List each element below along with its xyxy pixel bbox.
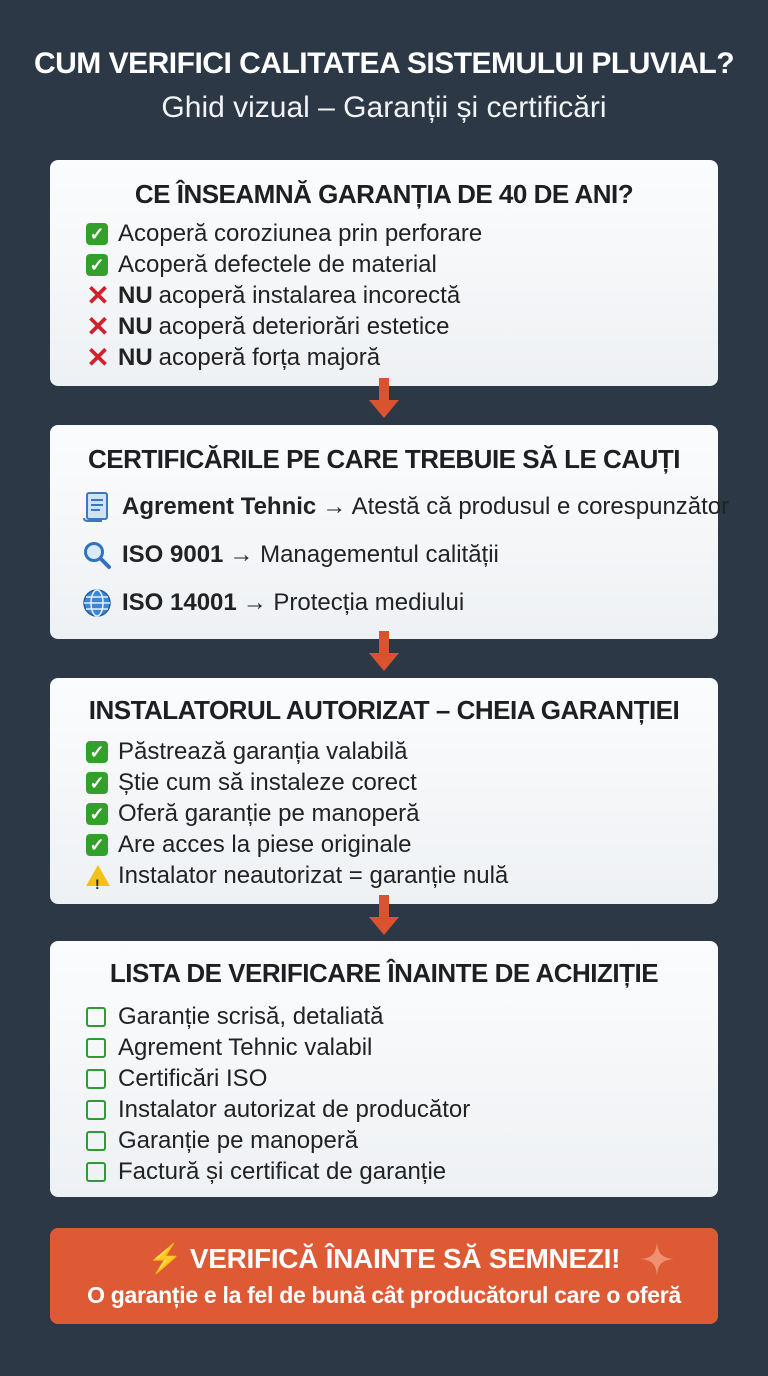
checkbox-icon — [86, 1007, 106, 1027]
list-item-emphasis: NU — [118, 344, 153, 371]
list-item — [82, 587, 718, 619]
check-icon: ✓ — [86, 254, 108, 276]
list-item-text: acoperă deteriorări estetice — [158, 313, 450, 340]
warning-icon: ! — [86, 865, 110, 886]
down-arrow-icon — [369, 378, 399, 418]
list-item — [86, 829, 718, 860]
checklist-card — [50, 941, 718, 1197]
globe-icon — [82, 588, 122, 618]
checklist-item-text: Agrement Tehnic valabil — [118, 1034, 373, 1061]
list-item-text: Acoperă coroziunea prin perforare — [118, 220, 483, 247]
page-subtitle: Ghid vizual – Garanții și certificări — [161, 91, 607, 124]
list-item — [86, 860, 718, 891]
list-item — [82, 491, 730, 523]
check-icon: ✓ — [86, 834, 108, 856]
list-item — [86, 736, 718, 767]
checkbox-icon — [86, 1069, 106, 1089]
lightning-icon: ⚡ — [147, 1243, 183, 1274]
list-item-emphasis: NU — [118, 282, 153, 309]
down-arrow-icon — [369, 631, 399, 671]
checkbox-icon — [86, 1100, 106, 1120]
list-item-text: Știe cum să instaleze corect — [118, 769, 417, 796]
list-item — [86, 798, 718, 829]
list-item-text: Are acces la piese originale — [118, 831, 412, 858]
checklist-item — [86, 1094, 718, 1125]
check-icon: ✓ — [86, 803, 108, 825]
list-item-text: Oferă garanție pe manoperă — [118, 800, 420, 827]
list-item-text: Păstrează garanția valabilă — [118, 738, 408, 765]
cert-desc: → Managementul calității — [229, 541, 499, 568]
cta-subtext: O garanție e la fel de bună cât producătorul care o oferă — [87, 1282, 681, 1308]
cross-icon: ✕ — [86, 341, 110, 373]
magnifier-icon — [82, 540, 122, 570]
checklist-title: LISTA DE VERIFICARE ÎNAINTE DE ACHIZIȚIE — [109, 958, 659, 988]
list-item — [86, 342, 718, 373]
checklist-item — [86, 1063, 718, 1094]
sparkle-icon — [640, 1242, 674, 1276]
list-item-text: Acoperă defectele de material — [118, 251, 437, 278]
cert-name: ISO 14001 — [122, 589, 237, 616]
checkbox-icon — [86, 1131, 106, 1151]
down-arrow-icon — [369, 895, 399, 935]
checkbox-icon — [86, 1162, 106, 1182]
checklist-item-text: Certificări ISO — [118, 1065, 268, 1092]
cta-heading-text: VERIFICĂ ÎNAINTE SĂ SEMNEZI! — [189, 1243, 621, 1274]
page-title: CUM VERIFICI CALITATEA SISTEMULUI PLUVIAL? — [33, 47, 735, 80]
checklist-item-text: Instalator autorizat de producător — [118, 1096, 471, 1123]
cert-desc: → Atestă că produsul e corespunzător — [322, 493, 730, 520]
checklist-item — [86, 1032, 718, 1063]
header — [0, 44, 768, 128]
list-item — [86, 280, 718, 311]
cross-icon: ✕ — [86, 310, 110, 342]
warranty-card — [50, 160, 718, 386]
checklist-item — [86, 1125, 718, 1156]
list-item-text: acoperă instalarea incorectă — [158, 282, 461, 309]
certifications-title: CERTIFICĂRILE PE CARE TREBUIE SĂ LE CAUȚI — [88, 444, 680, 474]
check-icon: ✓ — [86, 741, 108, 763]
checkbox-icon — [86, 1038, 106, 1058]
checklist-item-text: Garanție pe manoperă — [118, 1127, 359, 1154]
cert-name: Agrement Tehnic — [122, 493, 317, 520]
checklist-item-text: Garanție scrisă, detaliată — [118, 1003, 384, 1030]
cert-desc: → Protecția mediului — [242, 589, 465, 616]
cta-banner — [50, 1228, 718, 1324]
list-item — [86, 218, 718, 249]
list-item-emphasis: NU — [118, 313, 153, 340]
list-item-text: acoperă forța majoră — [158, 344, 381, 371]
list-item — [86, 249, 718, 280]
checklist-item — [86, 1001, 718, 1032]
list-item — [82, 539, 718, 571]
check-icon: ✓ — [86, 223, 108, 245]
document-icon — [82, 491, 122, 523]
checklist-item — [86, 1156, 718, 1187]
list-item — [86, 311, 718, 342]
checklist-item-text: Factură și certificat de garanție — [118, 1158, 447, 1185]
list-item — [86, 767, 718, 798]
check-icon: ✓ — [86, 772, 108, 794]
cta-heading — [50, 1228, 718, 1276]
cert-name: ISO 9001 — [122, 541, 224, 568]
installer-card — [50, 678, 718, 904]
installer-title: INSTALATORUL AUTORIZAT – CHEIA GARANȚIEI — [88, 695, 680, 725]
list-item-text: Instalator neautorizat = garanție nulă — [118, 862, 509, 889]
warranty-title: CE ÎNSEAMNĂ GARANȚIA DE 40 DE ANI? — [134, 179, 634, 209]
cross-icon: ✕ — [86, 279, 110, 311]
certifications-card — [50, 425, 730, 639]
